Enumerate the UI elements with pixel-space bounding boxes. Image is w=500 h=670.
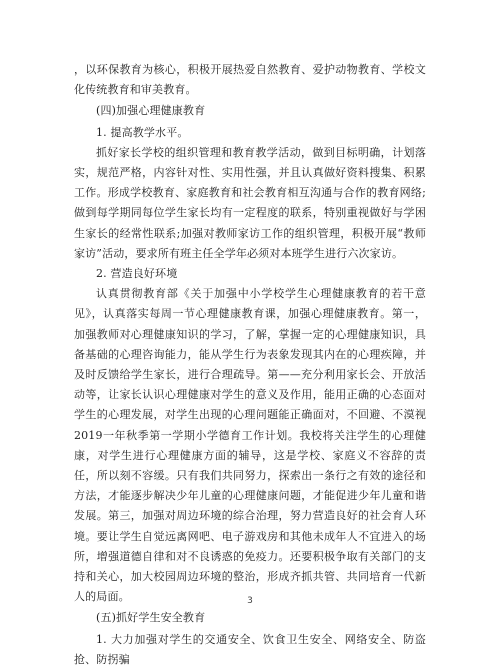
page-number: 3: [247, 596, 253, 606]
page-body: [74, 60, 426, 670]
section-heading-5: (五)抓好学生安全教育: [96, 611, 206, 625]
paragraph-intro: ，以环保教育为核心，积极开展热爱自然教育、爱护动物教育、学校文化传统教育和审美教育。: [74, 63, 426, 97]
subheading-environment: 2. 营造良好环境: [96, 267, 178, 281]
paragraph-parent-school: 抓好家长学校的组织管理和教育教学活动，做到目标明确，计划落实，规范严格，内容针对性、实用性强，并且认真做好资料搜集、积累工作。形成学校教育、家庭教育和社会教育相互沟通与合作的教育网络;做到每学期同每位学生家长均有一定程度的联系，特别重视做好与学困生家长的经常性联系;加强对教师家访工作的组织管理，积极开展“教师家访”活动，要求所有班主任全学年必须对本班学生进行六次家访。: [74, 145, 426, 260]
paragraph-mental-health: 认真贯彻教育部《关于加强中小学校学生心理健康教育的若干意见》，认真落实每周一节心理健康教育课，加强心理健康教育。第一， 加强教师对心理健康知识的学习，了解，掌握一定的心理健康知识，具备基础的心理咨询能力，能从学生行为表象发现其内在的心理疾障，并及时反馈给学生家长，进行合理疏导。第——充分利用家长会、开放活动等，让家长认识心理健康对学生的意义及作用，能用正确的心态面对学生的心理发展，对学生出现的心理问题能正确面对，不回避、不漠视 2019一年秋季第一学期小学德育工作计划。我校将关注学生的心理健康，对学生进行心理健康方面的辅导，这是学校、家庭义不容辞的责任，所以刻不容缓。只有我们共同努力，探索出一条行之有效的途径和方法，才能逐步解决少年儿童的心理健康问题，才能促进少年儿童和谐发展。第三，加强对周边环境的综合治理，努力营造良好的社会育人环境。要让学生自觉远离网吧、电子游戏房和其他未成年人不宜进入的场所，增强道德自律和对不良诱惑的免疫力。还要积极争取有关部门的支持和关心，加大校园周边环境的整治，形成齐抓共管、共同培育一代新人的局面。: [74, 287, 426, 604]
subheading-safety: 1. 大力加强对学生的交通安全、饮食卫生安全、网络安全、防盗抢、防拐骗: [74, 632, 426, 666]
subheading-teaching-level: 1. 提高教学水平。: [96, 125, 189, 139]
section-heading-4: (四)加强心理健康教育: [96, 104, 206, 118]
